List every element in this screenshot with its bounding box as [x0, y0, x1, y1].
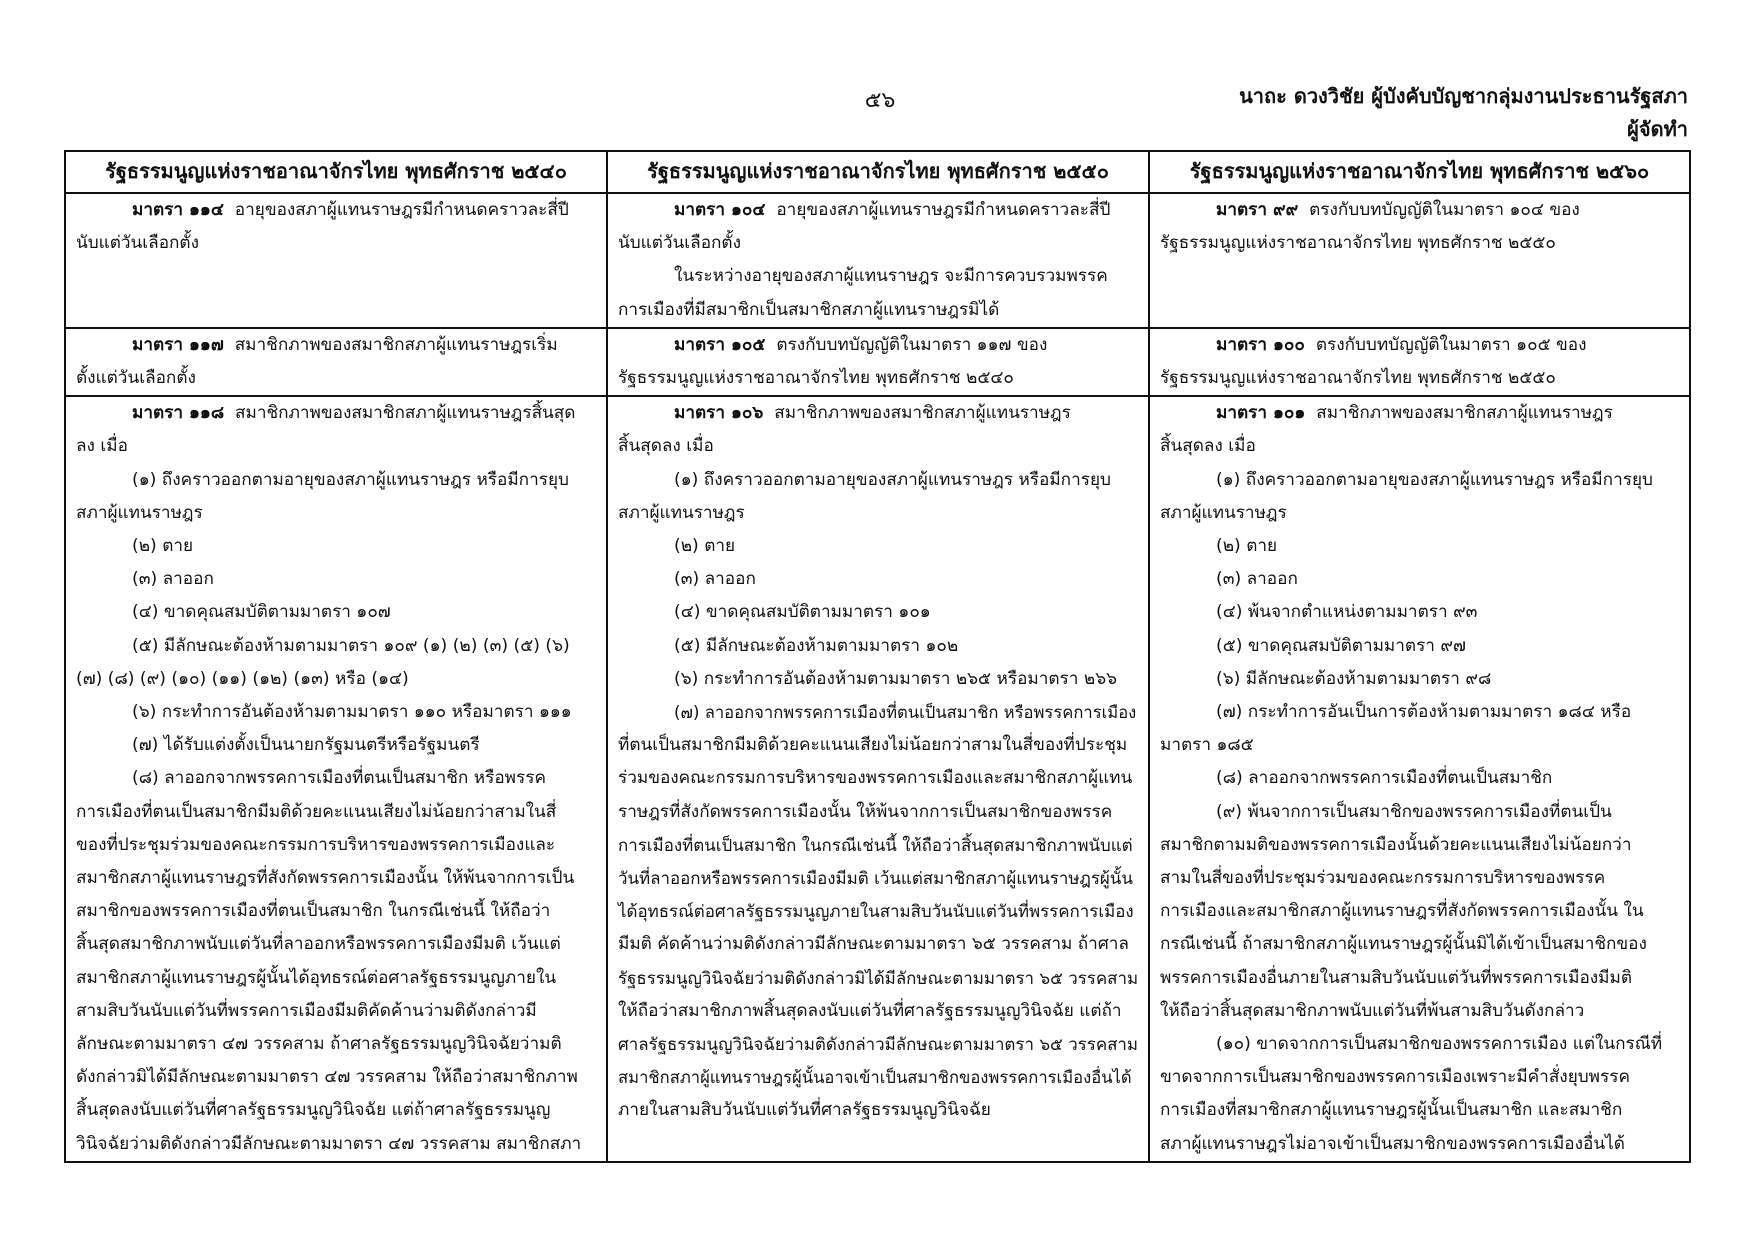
- line-text: (๖) กระทำการอันต้องห้ามตามมาตรา ๒๖๕ หรือมาตรา ๒๖๖: [674, 668, 1118, 689]
- text-line: [618, 630, 1140, 663]
- line-text: รัฐธรรมนูญแห่งราชอาณาจักรไทย พุทธศักราช ๒๕๔๐: [618, 368, 1014, 389]
- line-text: สมาชิกของพรรคการเมืองที่ตนเป็นสมาชิก ในกรณีเช่นนี้ ให้ถือว่า: [76, 901, 551, 922]
- line-text: สมาชิกภาพของสมาชิกสภาผู้แทนราษฎร: [763, 403, 1071, 424]
- text-line: [618, 696, 1140, 729]
- section-heading-line: [618, 194, 1140, 227]
- line-text: รัฐธรรมนูญแห่งราชอาณาจักรไทย พุทธศักราช ๒๕๕๐: [1160, 233, 1556, 254]
- text-line: [76, 829, 598, 862]
- line-text: สามในสี่ของที่ประชุมร่วมของคณะกรรมการบริหารของพรรค: [1160, 868, 1606, 889]
- preparer-name-title: นาถะ ดวงวิชัย ผู้บังคับบัญชากลุ่มงานประธานรัฐสภา: [1239, 84, 1688, 108]
- section-number: มาตรา ๙๙: [1216, 200, 1299, 220]
- text-line: [76, 1028, 598, 1061]
- section-heading-line: [76, 194, 598, 227]
- line-text: ให้ถือว่าสมาชิกภาพสิ้นสุดลงนับแต่วันที่ศาลรัฐธรรมนูญวินิจฉัย แต่ถ้า: [618, 1000, 1122, 1021]
- section-heading-line: [1160, 194, 1681, 227]
- text-line: [1160, 729, 1681, 762]
- line-text: รัฐธรรมนูญวินิจฉัยว่ามติดังกล่าวมิได้มีลักษณะตามมาตรา ๖๕ วรรคสาม: [618, 967, 1139, 988]
- line-text: (๑) ถึงคราวออกตามอายุของสภาผู้แทนราษฎร หรือมีการยุบ: [1216, 469, 1653, 490]
- text-line: [1160, 663, 1681, 696]
- text-line: [76, 362, 598, 395]
- text-line: [1160, 696, 1681, 729]
- line-text: สามสิบวันนับแต่วันที่พรรคการเมืองมีมติคัดค้านว่ามติดังกล่าวมี: [76, 1000, 537, 1021]
- text-line: [76, 962, 598, 995]
- line-text: สมาชิกสภาผู้แทนราษฎรผู้นั้นอาจเข้าเป็นสมาชิกของพรรคการเมืองอื่นได้: [618, 1068, 1132, 1088]
- line-text: (๒) ตาย: [132, 536, 194, 557]
- text-line: [618, 862, 1140, 895]
- page-number: ๕๖: [864, 88, 896, 113]
- cell-2540: [65, 396, 607, 1162]
- line-text: กรณีเช่นนี้ ถ้าสมาชิกสภาผู้แทนราษฎรผู้นั้นมิได้เข้าเป็นสมาชิกของ: [1160, 934, 1647, 955]
- line-text: ตั้งแต่วันเลือกตั้ง: [76, 368, 196, 389]
- text-line: [618, 995, 1140, 1028]
- preparer-credit: [1239, 80, 1688, 146]
- line-text: การเมืองที่ตนเป็นสมาชิก ในกรณีเช่นนี้ ให้ถือว่าสิ้นสุดสมาชิกภาพนับแต่: [618, 834, 1133, 855]
- line-text: สภาผู้แทนราษฎร: [618, 502, 745, 523]
- line-text: ให้ถือว่าสิ้นสุดสมาชิกภาพนับแต่วันที่พ้นสามสิบวันดังกล่าว: [1160, 1000, 1585, 1021]
- line-text: (๗) (๘) (๙) (๑๐) (๑๑) (๑๒) (๑๓) หรือ (๑๔): [76, 668, 409, 689]
- line-text: สมาชิกภาพของสมาชิกสภาผู้แทนราษฎรเริ่ม: [223, 334, 558, 355]
- line-text: (๗) ได้รับแต่งตั้งเป็นนายกรัฐมนตรีหรือรัฐมนตรี: [132, 735, 480, 756]
- text-line: [618, 563, 1140, 596]
- column-header-2540: รัฐธรรมนูญแห่งราชอาณาจักรไทย พุทธศักราช ๒๕๔๐: [65, 151, 607, 193]
- text-line: [1160, 1094, 1681, 1127]
- text-line: [76, 729, 598, 762]
- line-text: (๖) กระทำการอันต้องห้ามตามมาตรา ๑๑๐ หรือมาตรา ๑๑๑: [132, 702, 572, 723]
- line-text: ที่ตนเป็นสมาชิกมีมติด้วยคะแนนเสียงไม่น้อยกว่าสามในสี่ของที่ประชุม: [618, 735, 1128, 756]
- text-line: [76, 227, 598, 260]
- line-text: ของที่ประชุมร่วมของคณะกรรมการบริหารของพรรคการเมืองและ: [76, 834, 556, 855]
- table-row: [65, 396, 1690, 1162]
- line-text: ศาลรัฐธรรมนูญวินิจฉัยว่ามติดังกล่าวมีลักษณะตามมาตรา ๖๕ วรรคสาม: [618, 1034, 1139, 1055]
- line-text: (๗) กระทำการอันเป็นการต้องห้ามตามมาตรา ๑๘๔ หรือ: [1216, 702, 1632, 723]
- section-heading-line: [618, 329, 1140, 362]
- text-line: [618, 895, 1140, 928]
- line-text: ในระหว่างอายุของสภาผู้แทนราษฎร จะมีการควบรวมพรรค: [674, 266, 1108, 287]
- line-text: ภายในสามสิบวันนับแต่วันที่ศาลรัฐธรรมนูญวินิจฉัย: [618, 1100, 991, 1121]
- text-line: [1160, 1128, 1681, 1161]
- section-number: มาตรา ๑๑๔: [132, 200, 224, 220]
- line-text: สมาชิกภาพของสมาชิกสภาผู้แทนราษฎร: [1305, 403, 1613, 424]
- text-line: [76, 630, 598, 663]
- line-text: สิ้นสุดสมาชิกภาพนับแต่วันที่ลาออกหรือพรรคการเมืองมีมติ เว้นแต่: [76, 934, 561, 955]
- section-number: มาตรา ๑๑๘: [132, 403, 225, 424]
- line-text: อายุของสภาผู้แทนราษฎรมีกำหนดคราวละสี่ปี: [765, 200, 1111, 220]
- text-line: [618, 362, 1140, 395]
- section-number: มาตรา ๑๐๐: [1216, 334, 1305, 355]
- cell-2550: [607, 396, 1149, 1162]
- line-text: สิ้นสุดลง เมื่อ: [1160, 436, 1256, 457]
- text-line: [76, 696, 598, 729]
- text-line: [1160, 464, 1681, 497]
- line-text: การเมืองที่ตนเป็นสมาชิกมีมติด้วยคะแนนเสียงไม่น้อยกว่าสามในสี่: [76, 801, 557, 822]
- line-text: สิ้นสุดลง เมื่อ: [618, 436, 714, 457]
- text-line: [76, 1128, 598, 1161]
- text-line: [1160, 362, 1681, 395]
- line-text: (๑) ถึงคราวออกตามอายุของสภาผู้แทนราษฎร หรือมีการยุบ: [132, 469, 569, 490]
- text-line: [618, 1061, 1140, 1094]
- text-line: [618, 497, 1140, 530]
- text-line: [1160, 596, 1681, 629]
- line-text: นับแต่วันเลือกตั้ง: [76, 233, 199, 254]
- text-line: [618, 928, 1140, 961]
- line-text: ร่วมของคณะกรรมการบริหารของพรรคการเมืองและสมาชิกสภาผู้แทน: [618, 768, 1133, 789]
- text-line: [1160, 530, 1681, 563]
- preparer-role: ผู้จัดทำ: [1627, 117, 1688, 141]
- cell-2550: [607, 193, 1149, 328]
- table-row: [65, 328, 1690, 396]
- text-line: [76, 663, 598, 696]
- text-line: [76, 862, 598, 895]
- section-heading-line: [1160, 329, 1681, 362]
- line-text: (๖) มีลักษณะต้องห้ามตามมาตรา ๙๘: [1216, 668, 1492, 689]
- line-text: (๕) ขาดคุณสมบัติตามมาตรา ๙๗: [1216, 635, 1466, 656]
- line-text: (๓) ลาออก: [132, 569, 214, 590]
- line-text: ดังกล่าวมิได้มีลักษณะตามมาตรา ๔๗ วรรคสาม ให้ถือว่าสมาชิกภาพ: [76, 1067, 578, 1088]
- text-line: [76, 928, 598, 961]
- text-line: [618, 729, 1140, 762]
- line-text: การเมืองและสมาชิกสภาผู้แทนราษฎรที่สังกัดพรรคการเมืองนั้น ใน: [1160, 901, 1644, 922]
- section-number: มาตรา ๑๐๔: [674, 200, 766, 220]
- text-line: [1160, 227, 1681, 260]
- line-text: (๕) มีลักษณะต้องห้ามตามมาตรา ๑๐๙ (๑) (๒) (๓) (๕) (๖): [132, 635, 570, 656]
- line-text: สภาผู้แทนราษฎร: [1160, 502, 1287, 523]
- line-text: (๒) ตาย: [674, 536, 736, 557]
- text-line: [76, 895, 598, 928]
- text-line: [1160, 1028, 1681, 1061]
- line-text: (๔) ขาดคุณสมบัติตามมาตรา ๑๐๑: [674, 602, 931, 623]
- line-text: รัฐธรรมนูญแห่งราชอาณาจักรไทย พุทธศักราช ๒๕๕๐: [1160, 368, 1556, 389]
- section-number: มาตรา ๑๑๗: [132, 334, 224, 355]
- text-line: [618, 1094, 1140, 1127]
- text-line: [76, 530, 598, 563]
- text-line: [76, 596, 598, 629]
- section-number: มาตรา ๑๐๕: [674, 334, 766, 355]
- text-line: [618, 260, 1140, 293]
- line-text: (๕) มีลักษณะต้องห้ามตามมาตรา ๑๐๒: [674, 635, 959, 656]
- line-text: (๘) ลาออกจากพรรคการเมืองที่ตนเป็นสมาชิก หรือพรรค: [132, 768, 546, 789]
- text-line: [1160, 796, 1681, 829]
- line-text: ลักษณะตามมาตรา ๔๗ วรรคสาม ถ้าศาลรัฐธรรมนูญวินิจฉัยว่ามติ: [76, 1034, 562, 1055]
- section-heading-line: [76, 329, 598, 362]
- section-heading-line: [618, 397, 1140, 430]
- text-line: [76, 430, 598, 463]
- line-text: (๒) ตาย: [1216, 536, 1278, 557]
- section-heading-line: [1160, 397, 1681, 430]
- text-line: [1160, 995, 1681, 1028]
- line-text: ราษฎรที่สังกัดพรรคการเมืองนั้น ให้พ้นจากการเป็นสมาชิกของพรรค: [618, 801, 1113, 822]
- text-line: [618, 663, 1140, 696]
- line-text: มาตรา ๑๘๕: [1160, 735, 1254, 756]
- line-text: (๗) ลาออกจากพรรคการเมืองที่ตนเป็นสมาชิก หรือพรรคการเมือง: [674, 703, 1137, 723]
- line-text: ตรงกับบทบัญญัติในมาตรา ๑๑๗ ของ: [765, 334, 1048, 355]
- text-line: [76, 563, 598, 596]
- text-line: [1160, 563, 1681, 596]
- line-text: การเมืองที่มีสมาชิกเป็นสมาชิกสภาผู้แทนราษฎรมิได้: [618, 299, 1000, 320]
- cell-2540: [65, 193, 607, 328]
- line-text: ลง เมื่อ: [76, 436, 128, 457]
- line-text: สิ้นสุดลงนับแต่วันที่ศาลรัฐธรรมนูญวินิจฉัย แต่ถ้าศาลรัฐธรรมนูญ: [76, 1100, 551, 1121]
- column-header-2550: รัฐธรรมนูญแห่งราชอาณาจักรไทย พุทธศักราช ๒๕๕๐: [607, 151, 1149, 193]
- line-text: พรรคการเมืองอื่นภายในสามสิบวันนับแต่วันที่พรรคการเมืองมีมติ: [1160, 967, 1632, 988]
- text-line: [618, 829, 1140, 862]
- line-text: ขาดจากการเป็นสมาชิกของพรรคการเมืองเพราะมีคำสั่งยุบพรรค: [1160, 1067, 1630, 1088]
- text-line: [1160, 1061, 1681, 1094]
- section-heading-line: [76, 397, 598, 430]
- text-line: [618, 762, 1140, 795]
- line-text: (๙) พ้นจากการเป็นสมาชิกของพรรคการเมืองที่ตนเป็น: [1216, 801, 1612, 822]
- text-line: [618, 1028, 1140, 1061]
- line-text: (๘) ลาออกจากพรรคการเมืองที่ตนเป็นสมาชิก: [1216, 768, 1553, 789]
- text-line: [618, 796, 1140, 829]
- text-line: [1160, 430, 1681, 463]
- line-text: การเมืองที่สมาชิกสภาผู้แทนราษฎรผู้นั้นเป็นสมาชิก และสมาชิก: [1160, 1100, 1623, 1121]
- text-line: [76, 995, 598, 1028]
- section-number: มาตรา ๑๐๑: [1216, 403, 1306, 424]
- line-text: (๓) ลาออก: [1216, 569, 1298, 590]
- line-text: วินิจฉัยว่ามติดังกล่าวมีลักษณะตามมาตรา ๔๗ วรรคสาม สมาชิกสภา: [76, 1133, 582, 1154]
- table-header-row: [65, 151, 1690, 193]
- text-line: [1160, 630, 1681, 663]
- line-text: สมาชิกตามมติของพรรคการเมืองนั้นด้วยคะแนนเสียงไม่น้อยกว่า: [1160, 834, 1632, 855]
- text-line: [1160, 928, 1681, 961]
- line-text: ตรงกับบทบัญญัติในมาตรา ๑๐๕ ของ: [1304, 334, 1587, 355]
- text-line: [618, 596, 1140, 629]
- text-line: [1160, 829, 1681, 862]
- line-text: วันที่ลาออกหรือพรรคการเมืองมีมติ เว้นแต่สมาชิกสภาผู้แทนราษฎรผู้นั้น: [618, 868, 1133, 889]
- text-line: [618, 530, 1140, 563]
- line-text: (๓) ลาออก: [674, 569, 756, 590]
- cell-2560: [1149, 328, 1690, 396]
- cell-2560: [1149, 193, 1690, 328]
- line-text: สภาผู้แทนราษฎร: [76, 502, 203, 523]
- line-text: อายุของสภาผู้แทนราษฎรมีกำหนดคราวละสี่ปี: [223, 200, 569, 220]
- line-text: สมาชิกภาพของสมาชิกสภาผู้แทนราษฎรสิ้นสุด: [224, 403, 576, 424]
- line-text: ตรงกับบทบัญญัติในมาตรา ๑๐๔ ของ: [1298, 200, 1580, 220]
- text-line: [618, 430, 1140, 463]
- constitution-comparison-table: [64, 150, 1691, 1163]
- text-line: [1160, 762, 1681, 795]
- text-line: [76, 796, 598, 829]
- text-line: [76, 1094, 598, 1127]
- line-text: สภาผู้แทนราษฎรไม่อาจเข้าเป็นสมาชิกของพรรคการเมืองอื่นได้: [1160, 1133, 1625, 1154]
- text-line: [1160, 962, 1681, 995]
- text-line: [618, 227, 1140, 260]
- text-line: [76, 762, 598, 795]
- line-text: (๑) ถึงคราวออกตามอายุของสภาผู้แทนราษฎร หรือมีการยุบ: [674, 469, 1111, 490]
- cell-2560: [1149, 396, 1690, 1162]
- line-text: ได้อุทธรณ์ต่อศาลรัฐธรรมนูญภายในสามสิบวันนับแต่วันที่พรรคการเมือง: [618, 901, 1134, 922]
- table-row: [65, 193, 1690, 328]
- line-text: นับแต่วันเลือกตั้ง: [618, 233, 741, 254]
- cell-2540: [65, 328, 607, 396]
- text-line: [618, 962, 1140, 995]
- text-line: [1160, 497, 1681, 530]
- line-text: มีมติ คัดค้านว่ามติดังกล่าวมีลักษณะตามมาตรา ๖๕ วรรคสาม ถ้าศาล: [618, 934, 1129, 955]
- text-line: [1160, 862, 1681, 895]
- text-line: [1160, 895, 1681, 928]
- section-number: มาตรา ๑๐๖: [674, 403, 764, 424]
- line-text: (๔) พ้นจากตำแหน่งตามมาตรา ๙๓: [1216, 602, 1478, 623]
- text-line: [618, 464, 1140, 497]
- text-line: [76, 1061, 598, 1094]
- line-text: (๑๐) ขาดจากการเป็นสมาชิกของพรรคการเมือง แต่ในกรณีที่: [1216, 1034, 1663, 1055]
- text-line: [76, 464, 598, 497]
- text-line: [76, 497, 598, 530]
- column-header-2560: รัฐธรรมนูญแห่งราชอาณาจักรไทย พุทธศักราช ๒๕๖๐: [1149, 151, 1690, 193]
- line-text: สมาชิกสภาผู้แทนราษฎรผู้นั้นได้อุทธรณ์ต่อศาลรัฐธรรมนูญภายใน: [76, 967, 557, 988]
- text-line: [618, 294, 1140, 327]
- line-text: (๔) ขาดคุณสมบัติตามมาตรา ๑๐๗: [132, 602, 391, 623]
- line-text: สมาชิกสภาผู้แทนราษฎรที่สังกัดพรรคการเมืองนั้น ให้พ้นจากการเป็น: [76, 868, 575, 889]
- cell-2550: [607, 328, 1149, 396]
